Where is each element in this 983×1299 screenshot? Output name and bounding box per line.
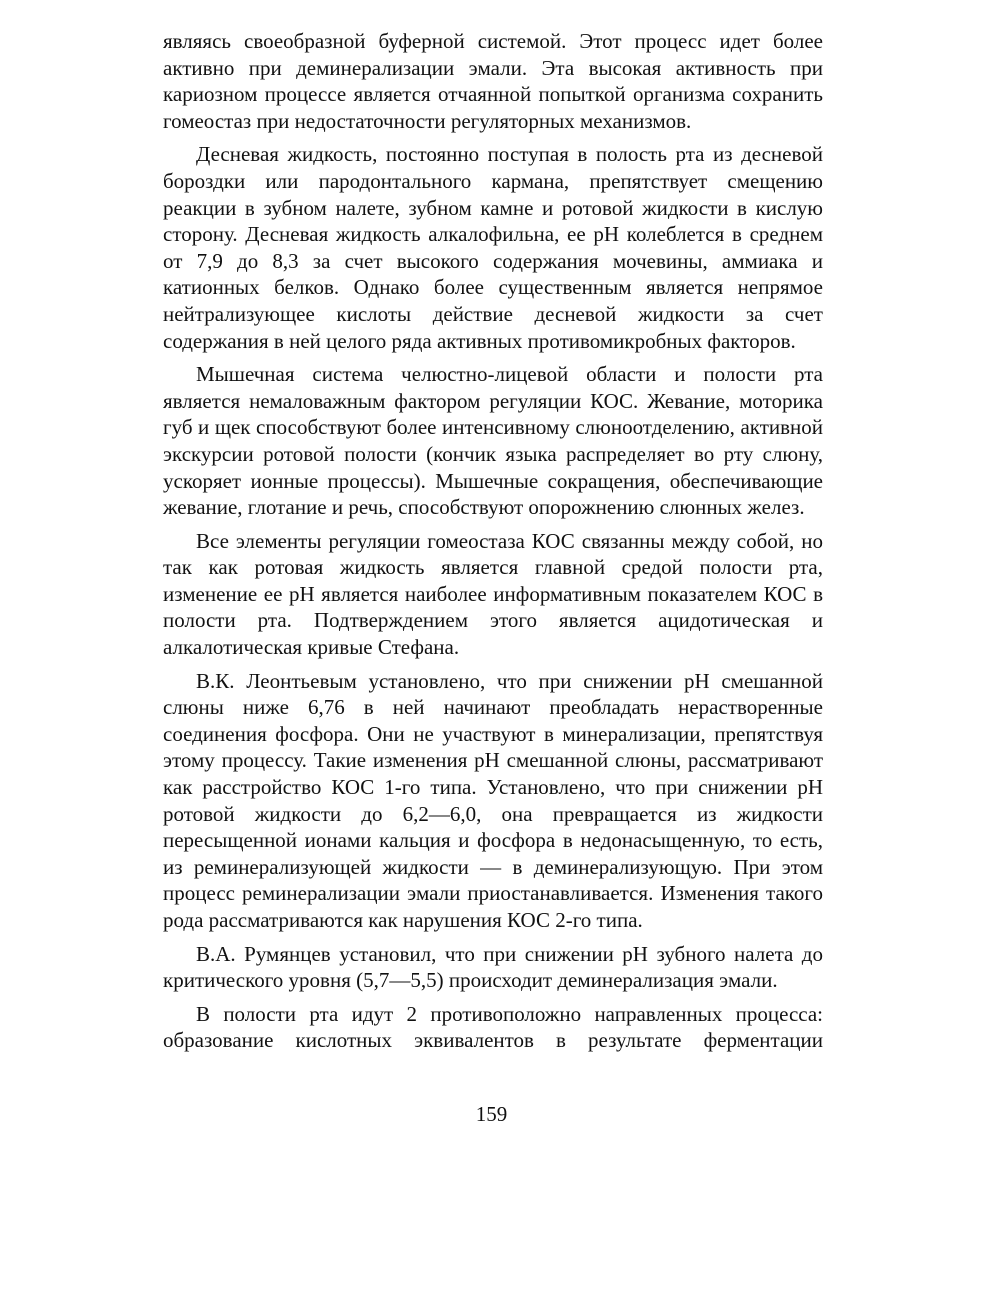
- paragraph-muscle-system: Мышечная система челюстно-лицевой области и полости рта является немаловажным фактором регуляции КОС. Жевание, моторика губ и щек способствуют более интенсивному слюноотделению, активной экскурсии ротовой полости (кончик языка распределяет во рту слюну, ускоряет ионные процессы). Мышечные сокращения, обеспечивающие жевание, глотание и речь, способствуют опорожнению слюнных желез.: [163, 362, 823, 520]
- paragraph-leontiev: В.К. Леонтьевым установлено, что при снижении pH смешанной слюны ниже 6,76 в ней начинают преобладать нерастворенные соединения фосфора. Они не участвуют в минерализации, препятствуя этому процессу. Такие изменения pH смешанной слюны, рассматривают как расстройство КОС 1-го типа. Установлено, что при снижении pH ротовой жидкости до 6,2—6,0, она превращается из жидкости пересыщенной ионами кальция и фосфора в недонасыщенную, то есть, из реминерализующей жидкости — в деминерализующую. При этом процесс реминерализации эмали приостанавливается. Изменения такого рода рассматриваются как нарушения КОС 2-го типа.: [163, 668, 823, 932]
- paragraph-buffer-system: являясь своеобразной буферной системой. Этот процесс идет более активно при деминерализации эмали. Эта высокая активность при кариозном процессе является отчаянной попыткой организма сохранить гомеостаз при недостаточности регуляторных механизмов.: [163, 29, 823, 133]
- paragraph-regulation-elements: Все элементы регуляции гомеостаза КОС связанны между собой, но так как ротовая жидкость является главной средой полости рта, изменение ее pH является наиболее информативным показателем КОС в полости рта. Подтверждением этого является ацидотическая и алкалотическая кривые Стефана.: [163, 528, 823, 660]
- page-number: 159: [475, 1102, 508, 1126]
- page-body: [163, 28, 823, 1061]
- paragraph-gingival-fluid: Десневая жидкость, постоянно поступая в полость рта из десневой бороздки или пародонтального кармана, препятствует смещению реакции в зубном налете, зубном камне и ротовой жидкости в кислую сторону. Десневая жидкость алкалофильна, ее pH колеблется в среднем от 7,9 до 8,3 за счет высокого содержания мочевины, аммиака и катионных белков. Однако более существенным является непрямое нейтрализующее кислоты действие десневой жидкости за счет содержания в ней целого ряда активных противомикробных факторов.: [163, 142, 823, 353]
- paragraph-two-processes: В полости рта идут 2 противоположно направленных процесса: образование кислотных эквивалентов в результате ферментации: [163, 1001, 823, 1053]
- paragraph-rumyantsev: В.А. Румянцев установил, что при снижении pH зубного налета до критического уровня (5,7—5,5) происходит деминерализация эмали.: [163, 941, 823, 993]
